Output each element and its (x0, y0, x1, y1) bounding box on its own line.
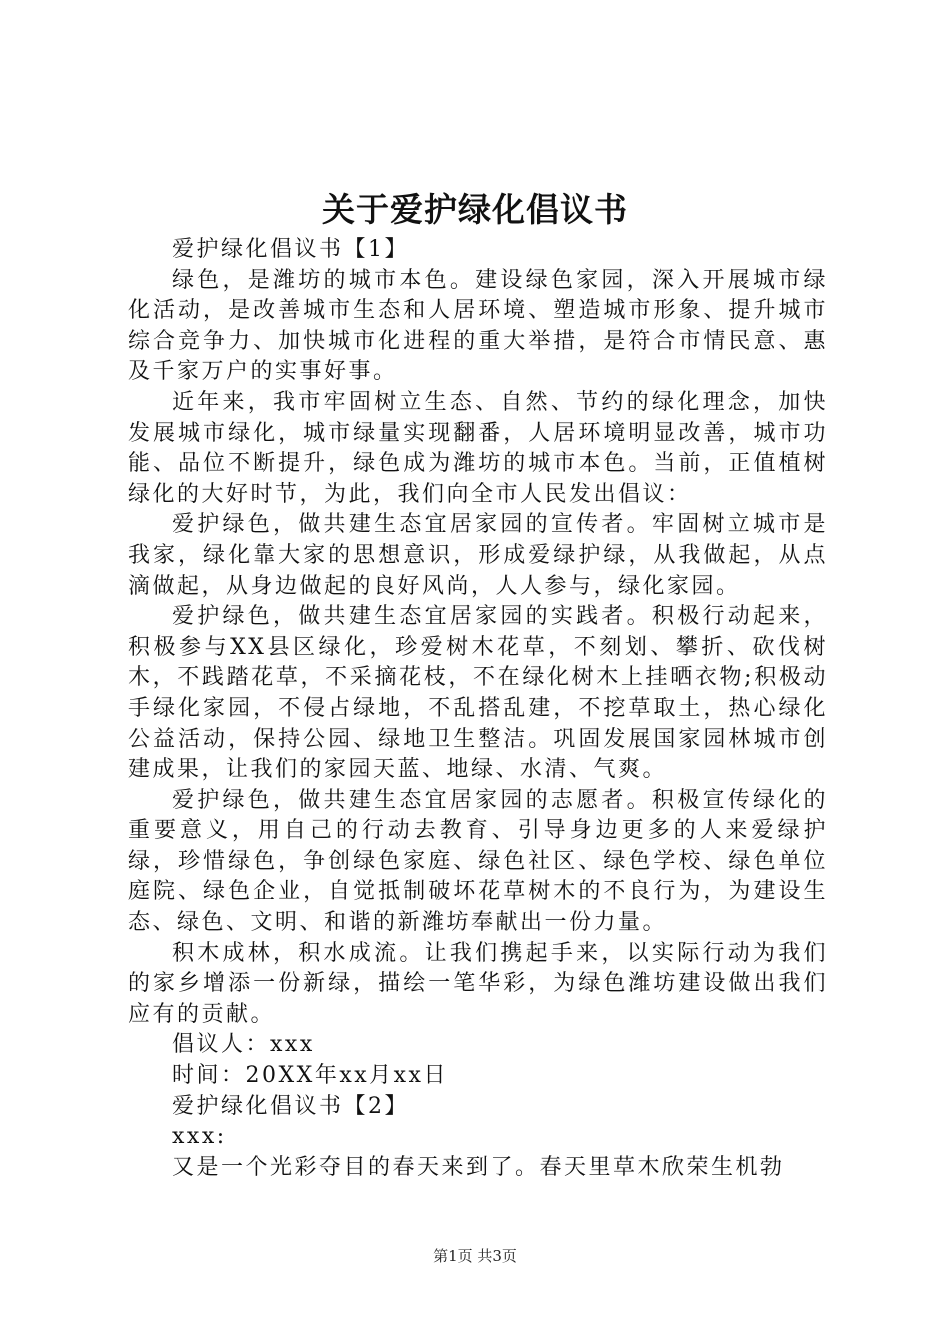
paragraph: 又是一个光彩夺目的春天来到了。春天里草木欣荣生机勃 (172, 1154, 785, 1180)
salutation-line: xxx: (172, 1124, 227, 1150)
paragraph: 爱护绿色，做共建生态宜居家园的宣传者。牢固树立城市是我家，绿化靠大家的思想意识，形成爱绿护绿，从我做起，从点滴做起，从身边做起的良好风尚，人人参与，绿化家园。 (128, 512, 828, 599)
paragraph: 绿色，是潍坊的城市本色。建设绿色家园，深入开展城市绿化活动，是改善城市生态和人居环境、塑造城市形象、提升城市综合竞争力、加快城市化进程的重大举措，是符合市情民意、惠及千家万户的实事好事。 (128, 267, 828, 385)
date-line: 时间：20XX年xx月xx日 (172, 1063, 448, 1089)
signatory-line: 倡议人：xxx (172, 1032, 315, 1058)
paragraph: 积木成林，积水成流。让我们携起手来，以实际行动为我们的家乡增添一份新绿，描绘一笔华彩，为绿色潍坊建设做出我们应有的贡献。 (128, 940, 828, 1027)
page-number: 第1页 共3页 (433, 1247, 517, 1265)
paragraph: 近年来，我市牢固树立生态、自然、节约的绿化理念，加快发展城市绿化，城市绿量实现翻番，人居环境明显改善，城市功能、品位不断提升，绿色成为潍坊的城市本色。当前，正值植树绿化的大好时节，为此，我们向全市人民发出倡议： (128, 389, 828, 507)
section-heading-1: 爱护绿化倡议书【1】 (172, 237, 409, 262)
document-title: 关于爱护绿化倡议书 (322, 190, 628, 229)
paragraph: 爱护绿色，做共建生态宜居家园的志愿者。积极宣传绿化的重要意义，用自己的行动去教育、引导身边更多的人来爱绿护绿，珍惜绿色，争创绿色家庭、绿色社区、绿色学校、绿色单位庭院、绿色企业，自觉抵制破坏花草树木的不良行为，为建设生态、绿色、文明、和谐的新潍坊奉献出一份力量。 (128, 787, 828, 936)
section-heading-2: 爱护绿化倡议书【2】 (172, 1093, 409, 1119)
paragraph: 爱护绿色，做共建生态宜居家园的实践者。积极行动起来，积极参与XX县区绿化，珍爱树木花草，不刻划、攀折、砍伐树木，不践踏花草，不采摘花枝，不在绿化树木上挂晒衣物;积极动手绿化家园，不侵占绿地，不乱搭乱建，不挖草取土，热心绿化公益活动，保持公园、绿地卫生整洁。巩固发展国家园林城市创建成果，让我们的家园天蓝、地绿、水清、气爽。 (128, 604, 828, 783)
document-body (128, 235, 828, 1183)
